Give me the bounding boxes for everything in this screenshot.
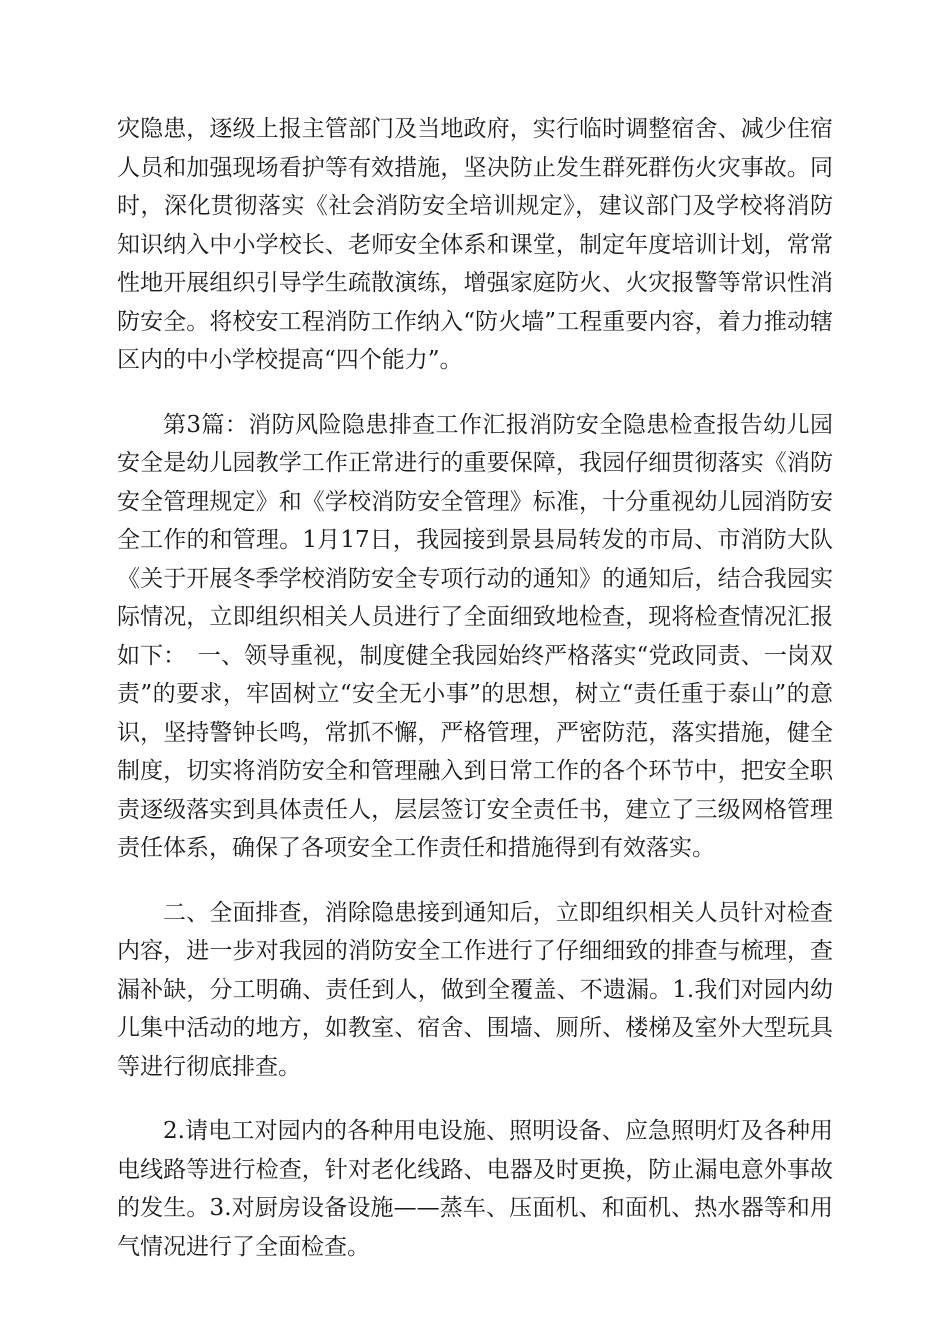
document-body — [117, 110, 833, 1292]
paragraph-1: 灾隐患，逐级上报主管部门及当地政府，实行临时调整宿舍、减少住宿人员和加强现场看护等有效措施，坚决防止发生群死群伤火灾事故。同时，深化贯彻落实《社会消防安全培训规定》，建议部门及学校将消防知识纳入中小学校长、老师安全体系和课堂，制定年度培训计划，常常性地开展组织引导学生疏散演练，增强家庭防火、火灾报警等常识性消防安全。将校安工程消防工作纳入“防火墙”工程重要内容，着力推动辖区内的中小学校提高“四个能力”。 — [117, 116, 833, 373]
paragraph-2: 第3篇：消防风险隐患排查工作汇报消防安全隐患检查报告幼儿园安全是幼儿园教学工作正常进行的重要保障，我园仔细贯彻落实《消防安全管理规定》和《学校消防安全管理》标准，十分重视幼儿园消防安全工作的和管理。1月17日，我园接到景县局转发的市局、市消防大队《关于开展冬季学校消防安全专项行动的通知》的通知后，结合我园实际情况，立即组织相关人员进行了全面细致地检查，现将检查情况汇报如下： 一、领导重视，制度健全我园始终严格落实“党政同责、一岗双责”的要求，牢固树立“安全无小事”的思想，树立“责任重于泰山”的意识，坚持警钟长鸣，常抓不懈，严格管理，严密防范，落实措施，健全制度，切实将消防安全和管理融入到日常工作的各个环节中，把安全职责逐级落实到具体责任人，层层签订安全责任书，建立了三级网格管理责任体系，确保了各项安全工作责任和措施得到有效落实。 — [117, 411, 833, 861]
paragraph-3: 二、全面排查，消除隐患接到通知后，立即组织相关人员针对检查内容，进一步对我园的消防安全工作进行了仔细细致的排查与梳理，查漏补缺，分工明确、责任到人，做到全覆盖、不遗漏。1.我们对园内幼儿集中活动的地方，如教室、宿舍、围墙、厕所、楼梯及室外大型玩具等进行彻底排查。 — [117, 899, 833, 1080]
paragraph-4: 2.请电工对园内的各种用电设施、照明设备、应急照明灯及各种用电线路等进行检查，针对老化线路、电器及时更换，防止漏电意外事故的发生。3.对厨房设备设施——蒸车、压面机、和面机、热水器等和用气情况进行了全面检查。 — [117, 1118, 833, 1260]
